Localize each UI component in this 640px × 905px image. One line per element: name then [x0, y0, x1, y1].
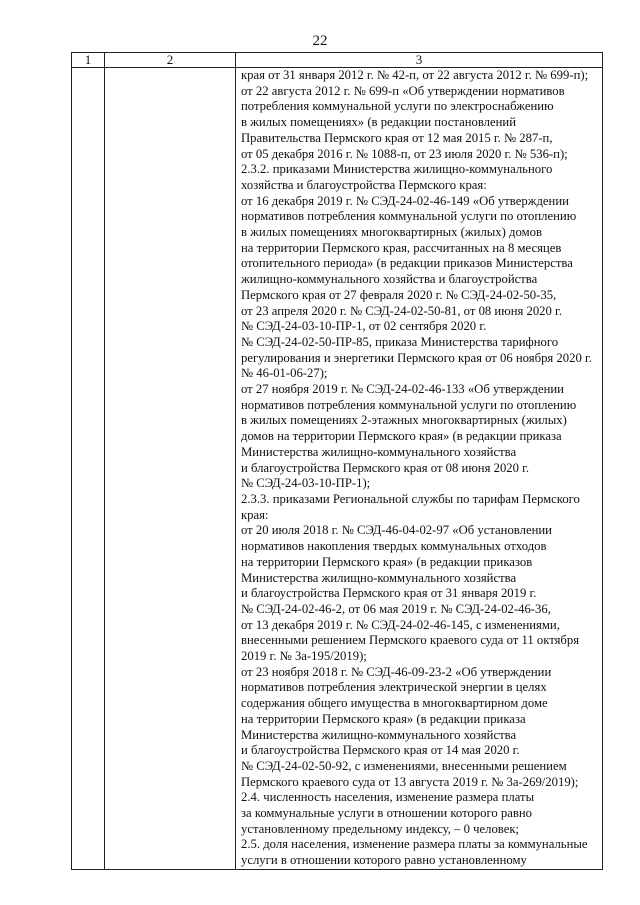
text-line: потребления коммунальной услуги по электроснабжению	[241, 99, 554, 114]
text-line: 2.5. доля населения, изменение размера платы за коммунальные	[241, 837, 588, 852]
text-line: края:	[241, 507, 269, 522]
text-line: на территории Пермского края» (в редакции приказов	[241, 554, 533, 569]
table-header-row	[72, 53, 603, 68]
text-line: регулирования и энергетики Пермского края от 06 ноября 2020 г.	[241, 350, 592, 365]
text-line: содержания общего имущества в многоквартирном доме	[241, 696, 548, 711]
page-number: 22	[312, 33, 328, 49]
text-line: Министерства жилищно-коммунального хозяйства	[241, 570, 517, 585]
text-line: № СЭД-24-03-10-ПР-1, от 02 сентября 2020 г.	[241, 319, 487, 334]
text-line: края от 31 января 2012 г. № 42-п, от 22 августа 2012 г. № 699-п);	[241, 68, 589, 82]
cell-column-3	[236, 68, 603, 870]
text-line: нормативов потребления коммунальной услуги по отоплению	[241, 397, 577, 412]
text-line: нормативов накопления твердых коммунальных отходов	[241, 539, 547, 554]
text-line: от 22 августа 2012 г. № 699-п «Об утверждении нормативов	[241, 83, 565, 98]
text-line: внесенными решением Пермского краевого суда от 11 октября	[241, 633, 580, 648]
text-line: от 16 декабря 2019 г. № СЭД-24-02-46-149 «Об утверждении	[241, 193, 569, 208]
text-line: за коммунальные услуги в отношении которого равно	[241, 806, 532, 821]
document-table	[71, 52, 603, 870]
text-line: 2.4. численность населения, изменение размера платы	[241, 790, 535, 805]
text-line: в жилых помещениях многоквартирных (жилых) домов	[241, 225, 542, 240]
text-line: нормативов потребления коммунальной услуги по отоплению	[241, 209, 577, 224]
table-row	[72, 68, 603, 870]
cell-column-2	[105, 68, 236, 870]
text-line: от 23 апреля 2020 г. № СЭД-24-02-50-81, от 08 июня 2020 г.	[241, 303, 562, 318]
text-line: и благоустройства Пермского края от 08 июня 2020 г.	[241, 460, 530, 475]
text-line: жилищно-коммунального хозяйства и благоустройства	[241, 272, 538, 287]
cell-column-1	[72, 68, 105, 870]
column-header-1: 1	[72, 53, 105, 68]
text-line: Пермского краевого суда от 13 августа 2019 г. № 3а-269/2019);	[241, 774, 579, 789]
text-line: 2.3.3. приказами Региональной службы по тарифам Пермского	[241, 491, 580, 506]
text-line: от 27 ноября 2019 г. № СЭД-24-02-46-133 «Об утверждении	[241, 382, 564, 397]
column-header-3: 3	[236, 53, 603, 68]
text-line: № СЭД-24-02-46-2, от 06 мая 2019 г. № СЭД-24-02-46-36,	[241, 601, 551, 616]
text-line: от 23 ноября 2018 г. № СЭД-46-09-23-2 «Об утверждении	[241, 664, 552, 679]
text-line: в жилых помещениях» (в редакции постановлений	[241, 115, 517, 130]
text-line: на территории Пермского края» (в редакции приказа	[241, 711, 526, 726]
text-line: от 20 июля 2018 г. № СЭД-46-04-02-97 «Об установлении	[241, 523, 552, 538]
text-line: на территории Пермского края, рассчитанных на 8 месяцев	[241, 240, 562, 255]
text-line: хозяйства и благоустройства Пермского края:	[241, 177, 487, 192]
text-line: в жилых помещениях 2-этажных многоквартирных (жилых)	[241, 413, 567, 428]
text-line: № СЭД-24-02-50-ПР-85, приказа Министерства тарифного	[241, 334, 559, 349]
text-line: № 46-01-06-27);	[241, 366, 328, 381]
text-line: и благоустройства Пермского края от 31 января 2019 г.	[241, 586, 537, 601]
text-line: № СЭД-24-02-50-92, с изменениями, внесенными решением	[241, 758, 567, 773]
text-line: отопительного периода» (в редакции приказов Министерства	[241, 256, 573, 271]
text-line: Министерства жилищно-коммунального хозяйства	[241, 727, 517, 742]
text-line: № СЭД-24-03-10-ПР-1);	[241, 476, 371, 491]
text-line: Пермского края от 27 февраля 2020 г. № СЭД-24-02-50-35,	[241, 287, 557, 302]
text-line: установленному предельному индексу, – 0 человек;	[241, 821, 520, 836]
text-line: нормативов потребления электрической энергии в целях	[241, 680, 547, 695]
text-line: от 05 декабря 2016 г. № 1088-п, от 23 июля 2020 г. № 536-п);	[241, 146, 568, 161]
text-line: Правительства Пермского края от 12 мая 2015 г. № 287-п,	[241, 130, 553, 145]
text-line: и благоустройства Пермского края от 14 мая 2020 г.	[241, 743, 520, 758]
text-line: Министерства жилищно-коммунального хозяйства	[241, 444, 517, 459]
text-line: услуги в отношении которого равно установленному	[241, 853, 527, 868]
text-line: 2019 г. № 3а-195/2019);	[241, 649, 367, 664]
text-line: 2.3.2. приказами Министерства жилищно-коммунального	[241, 162, 553, 177]
column-header-2: 2	[105, 53, 236, 68]
text-line: от 13 декабря 2019 г. № СЭД-24-02-46-145, с изменениями,	[241, 617, 560, 632]
text-line: домов на территории Пермского края» (в редакции приказа	[241, 429, 562, 444]
